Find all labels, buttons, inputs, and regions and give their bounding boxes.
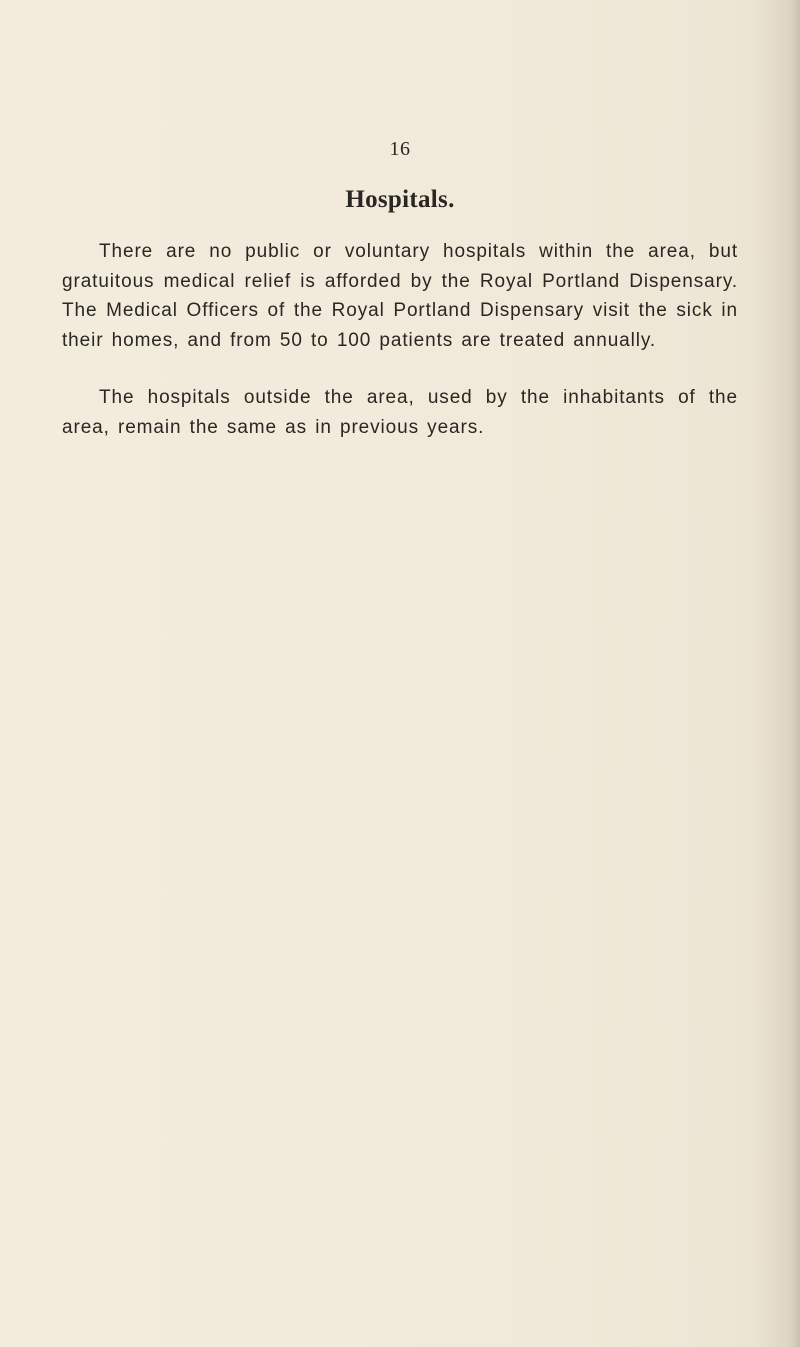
paragraph-hospitals-outside-area: The hospitals outside the area, used by the inhabitants of the area, remain the same as in previous years.	[62, 387, 738, 438]
paragraph-hospitals-within-area: There are no public or voluntary hospitals within the area, but gratuitous medical relief is afforded by the Royal Portland Dispensary. The Medical Officers of the Royal Portland Dispensary visit the sick in their homes, and from 50 to 100 patients are treated annually.	[62, 241, 738, 351]
page-number: 16	[389, 138, 411, 160]
section-heading: Hospitals.	[345, 186, 455, 213]
page-edge-shadow	[790, 0, 800, 1347]
